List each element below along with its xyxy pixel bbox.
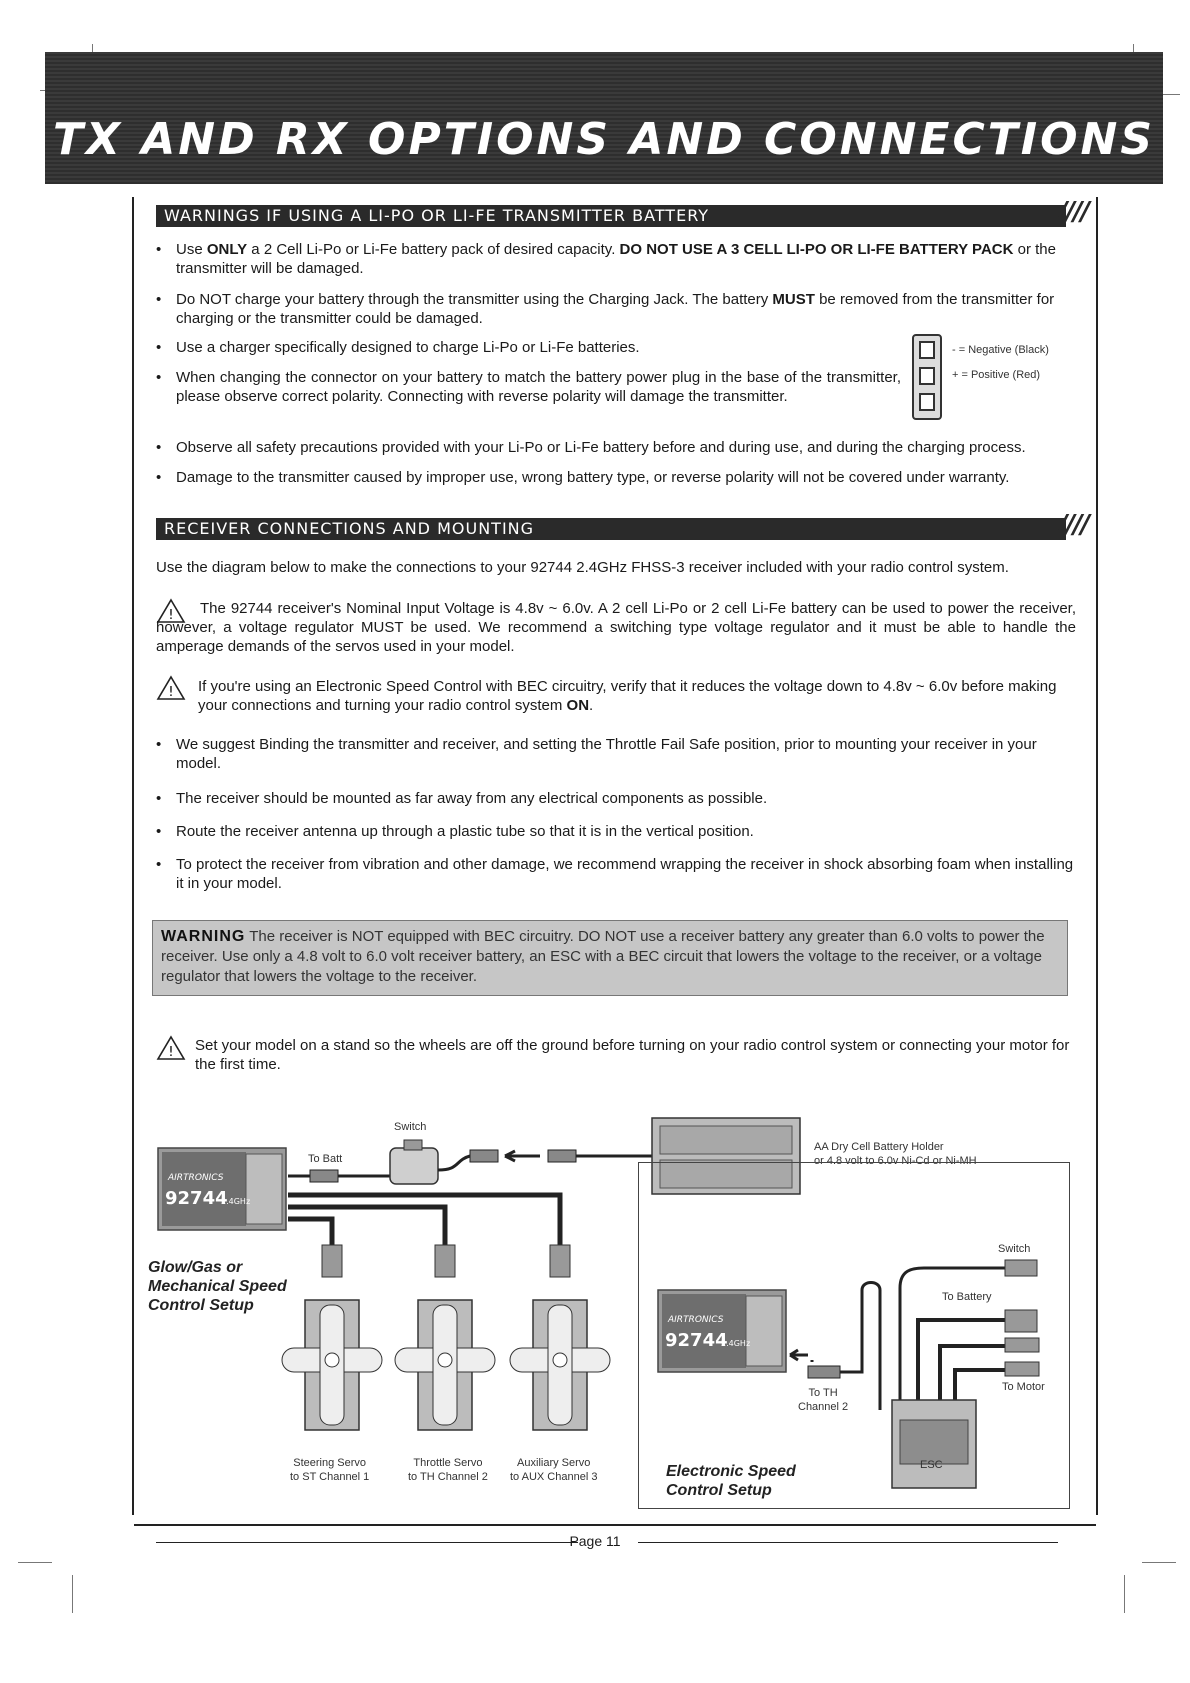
to-th-label	[798, 1386, 848, 1414]
caution-voltage-text: The 92744 receiver's Nominal Input Voltage is 4.8v ~ 6.0v. A 2 cell Li-Po or 2 cell Li-Fe battery can be used to power the receiver, however, a voltage regulator MUST be used. We recommend a switching type voltage regulator and it must be able to handle the amperage demands of the servos used in your model.	[156, 600, 1076, 655]
to-batt-label: To Batt	[308, 1153, 343, 1165]
esc-setup-title	[666, 1462, 796, 1500]
bullet-text: Use ONLY a 2 Cell Li-Po or Li-Fe battery pack of desired capacity. DO NOT USE A 3 CELL LI-PO OR LI-FE BATTERY PACK or the transmitter will be damaged.	[176, 241, 1056, 277]
bullet-dot: •	[156, 790, 162, 807]
steering-servo-label	[290, 1456, 369, 1484]
bullet-dot: •	[156, 736, 162, 753]
switch-body	[390, 1148, 438, 1184]
bullet-dot: •	[156, 369, 162, 386]
battery-holder-cell-row	[660, 1126, 792, 1154]
heading-slashes: ////	[1058, 197, 1088, 227]
rx-band-right: 2.4GHz	[721, 1339, 751, 1348]
steering-servo	[282, 1245, 382, 1430]
rx-model-left: 92744	[165, 1188, 228, 1209]
rx-band-left: 2.4GHz	[221, 1197, 251, 1206]
bullet-text: To protect the receiver from vibration and other damage, we recommend wrapping the receiver in shock absorbing foam when installing it in your model.	[176, 856, 1074, 892]
bullet-text: Damage to the transmitter caused by improper use, wrong battery type, or reverse polarity will not be covered under warranty.	[176, 469, 1010, 486]
esc-title-line: Electronic Speed	[666, 1463, 796, 1480]
aux-servo	[510, 1245, 610, 1430]
servo-label-line: Steering Servo	[293, 1457, 367, 1469]
svg-text:!: !	[168, 685, 174, 700]
plug-label-negative: - = Negative (Black)	[952, 344, 1049, 356]
switch-label: Switch	[394, 1121, 427, 1133]
warning-text: The receiver is NOT equipped with BEC circuitry. DO NOT use a receiver battery any greater than 6.0 volts to power the receiver. Use only a 4.8 volt to 6.0 volt receiver battery, an ESC with a BEC circuit that lowers the voltage to the receiver, or a voltage regulator that lowers the voltage to the receiver.	[161, 928, 1045, 985]
throttle-servo	[395, 1245, 495, 1430]
rx-brand-left: AIRTRONICS	[168, 1173, 224, 1183]
bullet-text: Route the receiver antenna up through a plastic tube so that it is in the vertical position.	[176, 823, 754, 840]
bullet-text: We suggest Binding the transmitter and receiver, and setting the Throttle Fail Safe position, prior to mounting your receiver in your model.	[176, 736, 1037, 772]
esc-title-line: Control Setup	[666, 1482, 772, 1499]
battery-holder-label-line1: AA Dry Cell Battery Holder	[814, 1141, 944, 1153]
esc-setup-box	[638, 1162, 1070, 1509]
battery-holder-label-line2: or 4.8 volt to 6.0v Ni-Cd or Ni-MH	[814, 1155, 977, 1167]
to-motor-label: To Motor	[1002, 1381, 1045, 1393]
heading-slashes: ////	[1058, 510, 1088, 540]
steering-servo-wire	[288, 1219, 332, 1245]
switch-wire	[438, 1156, 470, 1170]
page-title: TX AND RX OPTIONS AND CONNECTIONS	[52, 114, 1156, 165]
bullet-dot: •	[156, 469, 162, 486]
section-heading-text: RECEIVER CONNECTIONS AND MOUNTING	[164, 519, 535, 538]
aux-servo-label	[510, 1456, 597, 1484]
rx-brand-right: AIRTRONICS	[668, 1315, 724, 1325]
bullet-text: The receiver should be mounted as far away from any electrical components as possible.	[176, 790, 768, 807]
bullet-dot: •	[156, 823, 162, 840]
bullet-dot: •	[156, 291, 162, 308]
switch-connector	[470, 1150, 498, 1162]
batt-connector	[310, 1170, 338, 1182]
throttle-servo-label	[408, 1456, 488, 1484]
bullet-dot: •	[156, 856, 162, 873]
bullet-text: Observe all safety precautions provided with your Li-Po or Li-Fe battery before and during use, and during the charging process.	[176, 439, 1026, 456]
servo-label-line: to ST Channel 1	[290, 1471, 370, 1483]
glow-title-line: Mechanical Speed	[148, 1278, 287, 1295]
page-number: Page 11	[569, 1533, 621, 1549]
glow-title-line: Glow/Gas or	[148, 1259, 243, 1276]
bullet-dot: •	[156, 241, 162, 258]
glow-title-line: Control Setup	[148, 1297, 254, 1314]
warning-label: WARNING	[161, 928, 246, 945]
arrow-left	[505, 1151, 540, 1161]
holder-connector	[548, 1150, 576, 1162]
bullet-text: When changing the connector on your battery to match the battery power plug in the base of the transmitter, please observe correct polarity. Connecting with reverse polarity will damage the transmitter.	[176, 369, 901, 405]
section-heading-text: WARNINGS IF USING A LI-PO OR LI-FE TRANSMITTER BATTERY	[164, 206, 710, 225]
footer-rule	[134, 1524, 1096, 1526]
switch-toggle	[404, 1140, 422, 1150]
glow-setup-title	[148, 1258, 287, 1315]
servo-label-line: Throttle Servo	[413, 1457, 483, 1469]
to-th-label-line: To TH	[808, 1387, 838, 1399]
bullet-text: Use a charger specifically designed to charge Li-Po or Li-Fe batteries.	[176, 339, 640, 356]
svg-text:!: !	[168, 608, 174, 623]
to-battery-label: To Battery	[942, 1291, 992, 1303]
plug-label-positive: + = Positive (Red)	[952, 369, 1041, 381]
caution-stand: Set your model on a stand so the wheels are off the ground before turning on your radio control system or connecting your motor for the first time.	[195, 1037, 1070, 1073]
bullet-dot: •	[156, 339, 162, 356]
throttle-servo-wire	[288, 1207, 445, 1245]
bullet-text: Do NOT charge your battery through the transmitter using the Charging Jack. The battery MUST be removed from the transmitter for charging or the transmitter could be damaged.	[176, 291, 1055, 327]
to-th-label-line: Channel 2	[798, 1401, 849, 1413]
servo-label-line: to TH Channel 2	[408, 1471, 488, 1483]
caution-bec: If you're using an Electronic Speed Control with BEC circuitry, verify that it reduces the voltage down to 4.8v ~ 6.0v before making your connections and turning your radio control system ON.	[198, 678, 1057, 714]
servo-label-line: Auxiliary Servo	[517, 1457, 591, 1469]
esc-label: ESC	[920, 1459, 943, 1471]
servo-label-line: to AUX Channel 3	[510, 1471, 598, 1483]
esc-switch-label: Switch	[998, 1243, 1031, 1255]
receiver-intro: Use the diagram below to make the connections to your 92744 2.4GHz FHSS-3 receiver included with your radio control system.	[156, 559, 1009, 576]
rx-model-right: 92744	[665, 1330, 728, 1351]
bullet-dot: •	[156, 439, 162, 456]
svg-text:!: !	[168, 1045, 174, 1060]
